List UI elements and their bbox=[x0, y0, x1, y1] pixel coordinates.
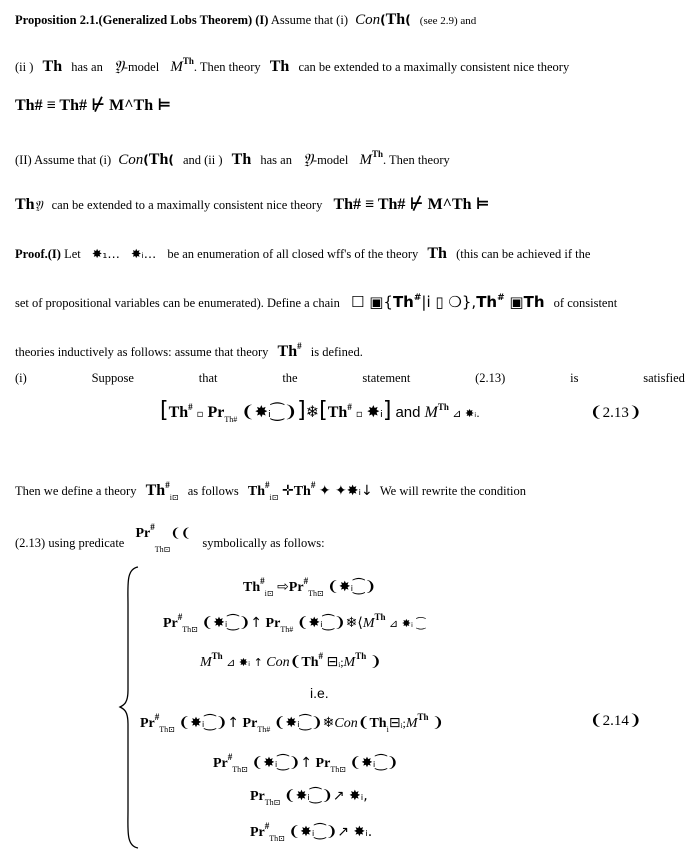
system-line-2: $Pr^{\#}_{Th⊡}$ ❨✸ᵢ⁐❩↑ $Pr_{Th\#}$ ❨✸ᵢ⁐❩❄⟨MTh ⊿ ✸ᵢ ⁐ bbox=[163, 612, 426, 634]
con-symbol: Con bbox=[118, 152, 144, 168]
extension-text: can be extended to a maximally consistent nice theory bbox=[298, 60, 570, 74]
part-ii-assume: (II) Assume that (i) bbox=[15, 153, 112, 167]
consistent-text: of consistent bbox=[553, 296, 618, 310]
theory-symbol: Th bbox=[427, 245, 447, 262]
extension-text: can be extended to a maximally consistent nice theory bbox=[51, 198, 323, 212]
equation-2-13: [Th# ▫ $Pr_{Th\#}$ ❨✸ᵢ⁐❩]❄[Th# ▫ ✸ᵢ] and MTh ⊿ ✸ᵢ. bbox=[160, 398, 480, 424]
and-ii-text: and (ii ) bbox=[182, 153, 223, 167]
model-superscript: Th bbox=[182, 56, 194, 66]
using-text: (2.13) using predicate bbox=[15, 536, 125, 550]
and-word: and bbox=[395, 404, 421, 421]
con-symbol: Con bbox=[355, 12, 381, 28]
model-text: -model bbox=[312, 153, 349, 167]
hash-superscript: # bbox=[297, 341, 302, 351]
model-symbol: M bbox=[359, 152, 372, 168]
theory-symbol: Th bbox=[269, 58, 290, 75]
formula-glyph: ✸ᵢ… bbox=[130, 246, 157, 261]
proof-line-3 bbox=[15, 342, 363, 360]
proof-line-2 bbox=[15, 294, 617, 310]
paren-glyph: ( bbox=[168, 153, 174, 167]
define-theory-line: Then we define a theory $Th^{\#}_{i⊡}$ as follows $Th^{\#}_{i⊡}$ ✛Th# ✦ ✦✸ᵢ↓ We will rewrite the condition bbox=[15, 480, 527, 502]
paren-glyph: ( bbox=[380, 13, 386, 27]
has-an-text: has an bbox=[71, 60, 103, 74]
word: Suppose bbox=[91, 371, 134, 385]
theory-symbol: Th bbox=[42, 58, 63, 75]
let-text: Let bbox=[64, 247, 81, 261]
predicate-symbol: Pr bbox=[135, 526, 151, 541]
has-an-text: has an bbox=[260, 153, 292, 167]
word: that bbox=[198, 371, 218, 385]
word: the bbox=[282, 371, 298, 385]
enumeration-text: be an enumeration of all closed wff's of the theory bbox=[167, 247, 419, 261]
rewrite-text: We will rewrite the condition bbox=[379, 484, 527, 498]
then-text: . Then theory bbox=[382, 153, 450, 167]
formula-glyph: ✸₁… bbox=[91, 246, 120, 261]
theory-symbol: Th bbox=[385, 11, 406, 28]
item-ii: (ii ) bbox=[15, 60, 34, 74]
paren-glyph: ( bbox=[143, 153, 149, 167]
part-ii-line-2 bbox=[15, 197, 490, 213]
inductive-text: theories inductively as follows: assume that theory bbox=[15, 345, 269, 359]
system-line-1: $Th^{\#}_{i⊡}$ $⇨Pr^{\#}_{Th⊡}$ ❨✸ᵢ⁐❩ bbox=[243, 576, 377, 598]
defined-text: is defined. bbox=[310, 345, 363, 359]
theory-symbol: Th bbox=[145, 482, 166, 499]
word: is bbox=[570, 371, 579, 385]
chain-expression: ☐ ▣{Th#|i ▯ ❍},Th# ▣Th bbox=[351, 293, 545, 311]
model-superscript: Th bbox=[371, 149, 383, 159]
system-line-7: $Pr^{\#}_{Th⊡}$ ❨✸ᵢ⁐❩↗ ✸ᵢ. bbox=[250, 821, 373, 843]
system-line-4: $Pr^{\#}_{Th⊡}$ ❨✸ᵢ⁐❩↑ $Pr_{Th\#}$ $❨✸ᵢ⁐❩❄Con❨Th_i⊟ᵢ;MTh$ ❩ bbox=[140, 712, 444, 734]
word: satisfied bbox=[643, 371, 685, 385]
result-expression: Th# ≡ Th# ⊬ M^Th ⊨ bbox=[333, 196, 490, 213]
case-i-line bbox=[15, 372, 685, 385]
equation-number-2-14: ❨2.14❩ bbox=[590, 711, 642, 729]
omega-symbol: 𝔜 bbox=[303, 152, 313, 168]
theory-symbol: Th bbox=[15, 196, 35, 213]
ie-text: i.e. bbox=[310, 685, 329, 701]
see-ref: (see 2.9) and bbox=[419, 15, 477, 27]
model-text: -model bbox=[123, 60, 160, 74]
eq-number: 2.14 bbox=[602, 713, 629, 729]
system-line-5: $Pr^{\#}_{Th⊡}$ ❨✸ᵢ⁐❩↑ $Pr_{Th⊡}$ ❨✸ᵢ⁐❩ bbox=[213, 752, 399, 774]
assume-text: Assume that (i) bbox=[270, 13, 348, 27]
eq-number: 2.13 bbox=[602, 405, 629, 421]
part-ii-line-1 bbox=[15, 150, 450, 168]
predicate-line: (2.13) using predicate $Pr^{\#}_{Th⊡}❨❨$ symbolically as follows: bbox=[15, 522, 325, 554]
system-line-6: $Pr_{Th⊡}$ ❨✸ᵢ⁐❩↗ ✸ᵢ, bbox=[250, 788, 368, 807]
theory-symbol: Th bbox=[148, 151, 169, 168]
paren-glyph: ( bbox=[405, 13, 411, 27]
subscript-glyph: 𝔜 bbox=[34, 198, 43, 212]
achieved-text: (this can be achieved if the bbox=[456, 247, 591, 261]
proposition-line-2 bbox=[15, 57, 569, 75]
then-text: . Then theory bbox=[193, 60, 261, 74]
follows-text: as follows bbox=[187, 484, 239, 498]
chain-text: set of propositional variables can be enumerated). Define a chain bbox=[15, 296, 340, 310]
proposition-line-3 bbox=[15, 98, 171, 114]
model-symbol: M bbox=[170, 59, 183, 75]
symbolic-text: symbolically as follows: bbox=[202, 536, 325, 550]
definition-expression: $Th^{\#}_{i⊡}$ ✛Th# ✦ ✦✸ᵢ↓ bbox=[247, 480, 373, 502]
theory-symbol: Th bbox=[277, 343, 298, 360]
omega-symbol: 𝔜 bbox=[113, 59, 124, 75]
model-symbol: M bbox=[424, 404, 438, 421]
system-line-3: MTh ⊿ ✸ᵢ ↑ Con❨Th# ⊟ᵢ;MTh ❩ bbox=[200, 651, 382, 670]
left-brace bbox=[118, 565, 140, 850]
equation-number-2-13: ❨2.13❩ bbox=[590, 403, 642, 421]
proposition-line-1 bbox=[15, 12, 476, 28]
proposition-heading: Proposition 2.1.(Generalized Lobs Theorem) (I) bbox=[15, 13, 269, 27]
result-expression: Th# ≡ Th# ⊬ M^Th ⊨ bbox=[15, 97, 172, 114]
case-i-label: (i) bbox=[15, 371, 27, 385]
proof-line-1 bbox=[15, 246, 590, 262]
bracket-glyph: [ bbox=[160, 398, 169, 423]
word: (2.13) bbox=[475, 371, 506, 385]
proof-label: Proof.(I) bbox=[15, 247, 61, 261]
word: statement bbox=[362, 371, 411, 385]
define-text: Then we define a theory bbox=[15, 484, 137, 498]
theory-symbol: Th bbox=[231, 151, 252, 168]
